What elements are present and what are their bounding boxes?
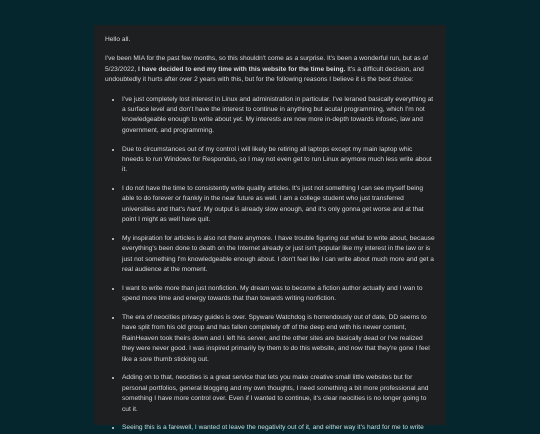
greeting: Hello all. — [105, 36, 131, 43]
list-item: • The era of neocities privacy guides is over. Spyware Watchdog is horrendously out of date, DD seems to have split from his old group and has fallen completely off of the deep end with his newer content, RainHeaven took theirs down and I left his server, and the other sites are basically dead or I've realized they were never good. I was inspired primarily by them to do this website, and now that they're gone I feel like a sore thumb sticking out. — [122, 313, 435, 365]
intro-paragraph — [105, 54, 435, 85]
list-item: • I've just completely lost interest in Linux and administration in particular. I've leraned basically everything at a surface level and don't have the interest to continue in anything but acutal programming, which I'm not knowledgeable enough to write about yet. My interests are now more in-depth towards infosec, law and government, and programming. — [122, 95, 435, 137]
list-item: • Due to circumstances out of my control i will likely be retiring all laptops except my main laptop whic hneeds to run Windows for Respondus, so I may not even get to run Linux anymore much less write about it. — [122, 145, 435, 176]
intro-text-1: I've been MIA for the past few months, so this shouldn't come as a surprise. It's been a wonderful run, but as of 5/23/2022, — [105, 55, 429, 73]
list-item-text: I do not have the time to consistently write quality articles. It's just not something I can see myself being able to do forever or frankly in the near future as well. I am a college student who just transferred universities and that's — [122, 185, 424, 213]
list-item: • Adding on to that, neocities is a great service that lets you make creative small little websites but for personal portfolios, general blogging and my own thoughts, I need something a bit more professional and something I have more control over. Even if I wanted to continue, it's clear neocities is no longer going to cut it. — [122, 373, 435, 415]
list-item-text: . My output is already slow enough, and it's only gonna get worse and at that point I might as well have quit. — [122, 205, 424, 224]
intro-bold-text: I have decided to end my time with this website for the time being. — [138, 65, 346, 73]
list-item — [122, 184, 435, 226]
list-item: • My inspiration for articles is also not there anymore. I have trouble figuring out what to write about, because everything's been done to death on the Internet already or just isn't popular like my interest in the law or is just not something I'm knowledgeable enough about. I don't feel like I can write about much more and get a real audience at the moment. — [122, 234, 435, 276]
list-item: • I want to write more than just nonfiction. My dream was to become a fiction author actually and I wan to spend more time and energy towards that than towards writing nonfiction. — [122, 284, 435, 305]
list-item: • Seeing this is a farewell, I wanted ot leave the negativity out of it, and either way it's hard for me to write — [122, 423, 435, 433]
intro-text-2: It's a difficult decision, and undoubtedly it hurts after over 2 years with this, but for the following reasons I believe it is the best choice: — [105, 65, 424, 84]
list-item-italic-text: hard — [187, 205, 201, 213]
article-content — [94, 25, 446, 432]
reasons-list — [105, 95, 435, 434]
